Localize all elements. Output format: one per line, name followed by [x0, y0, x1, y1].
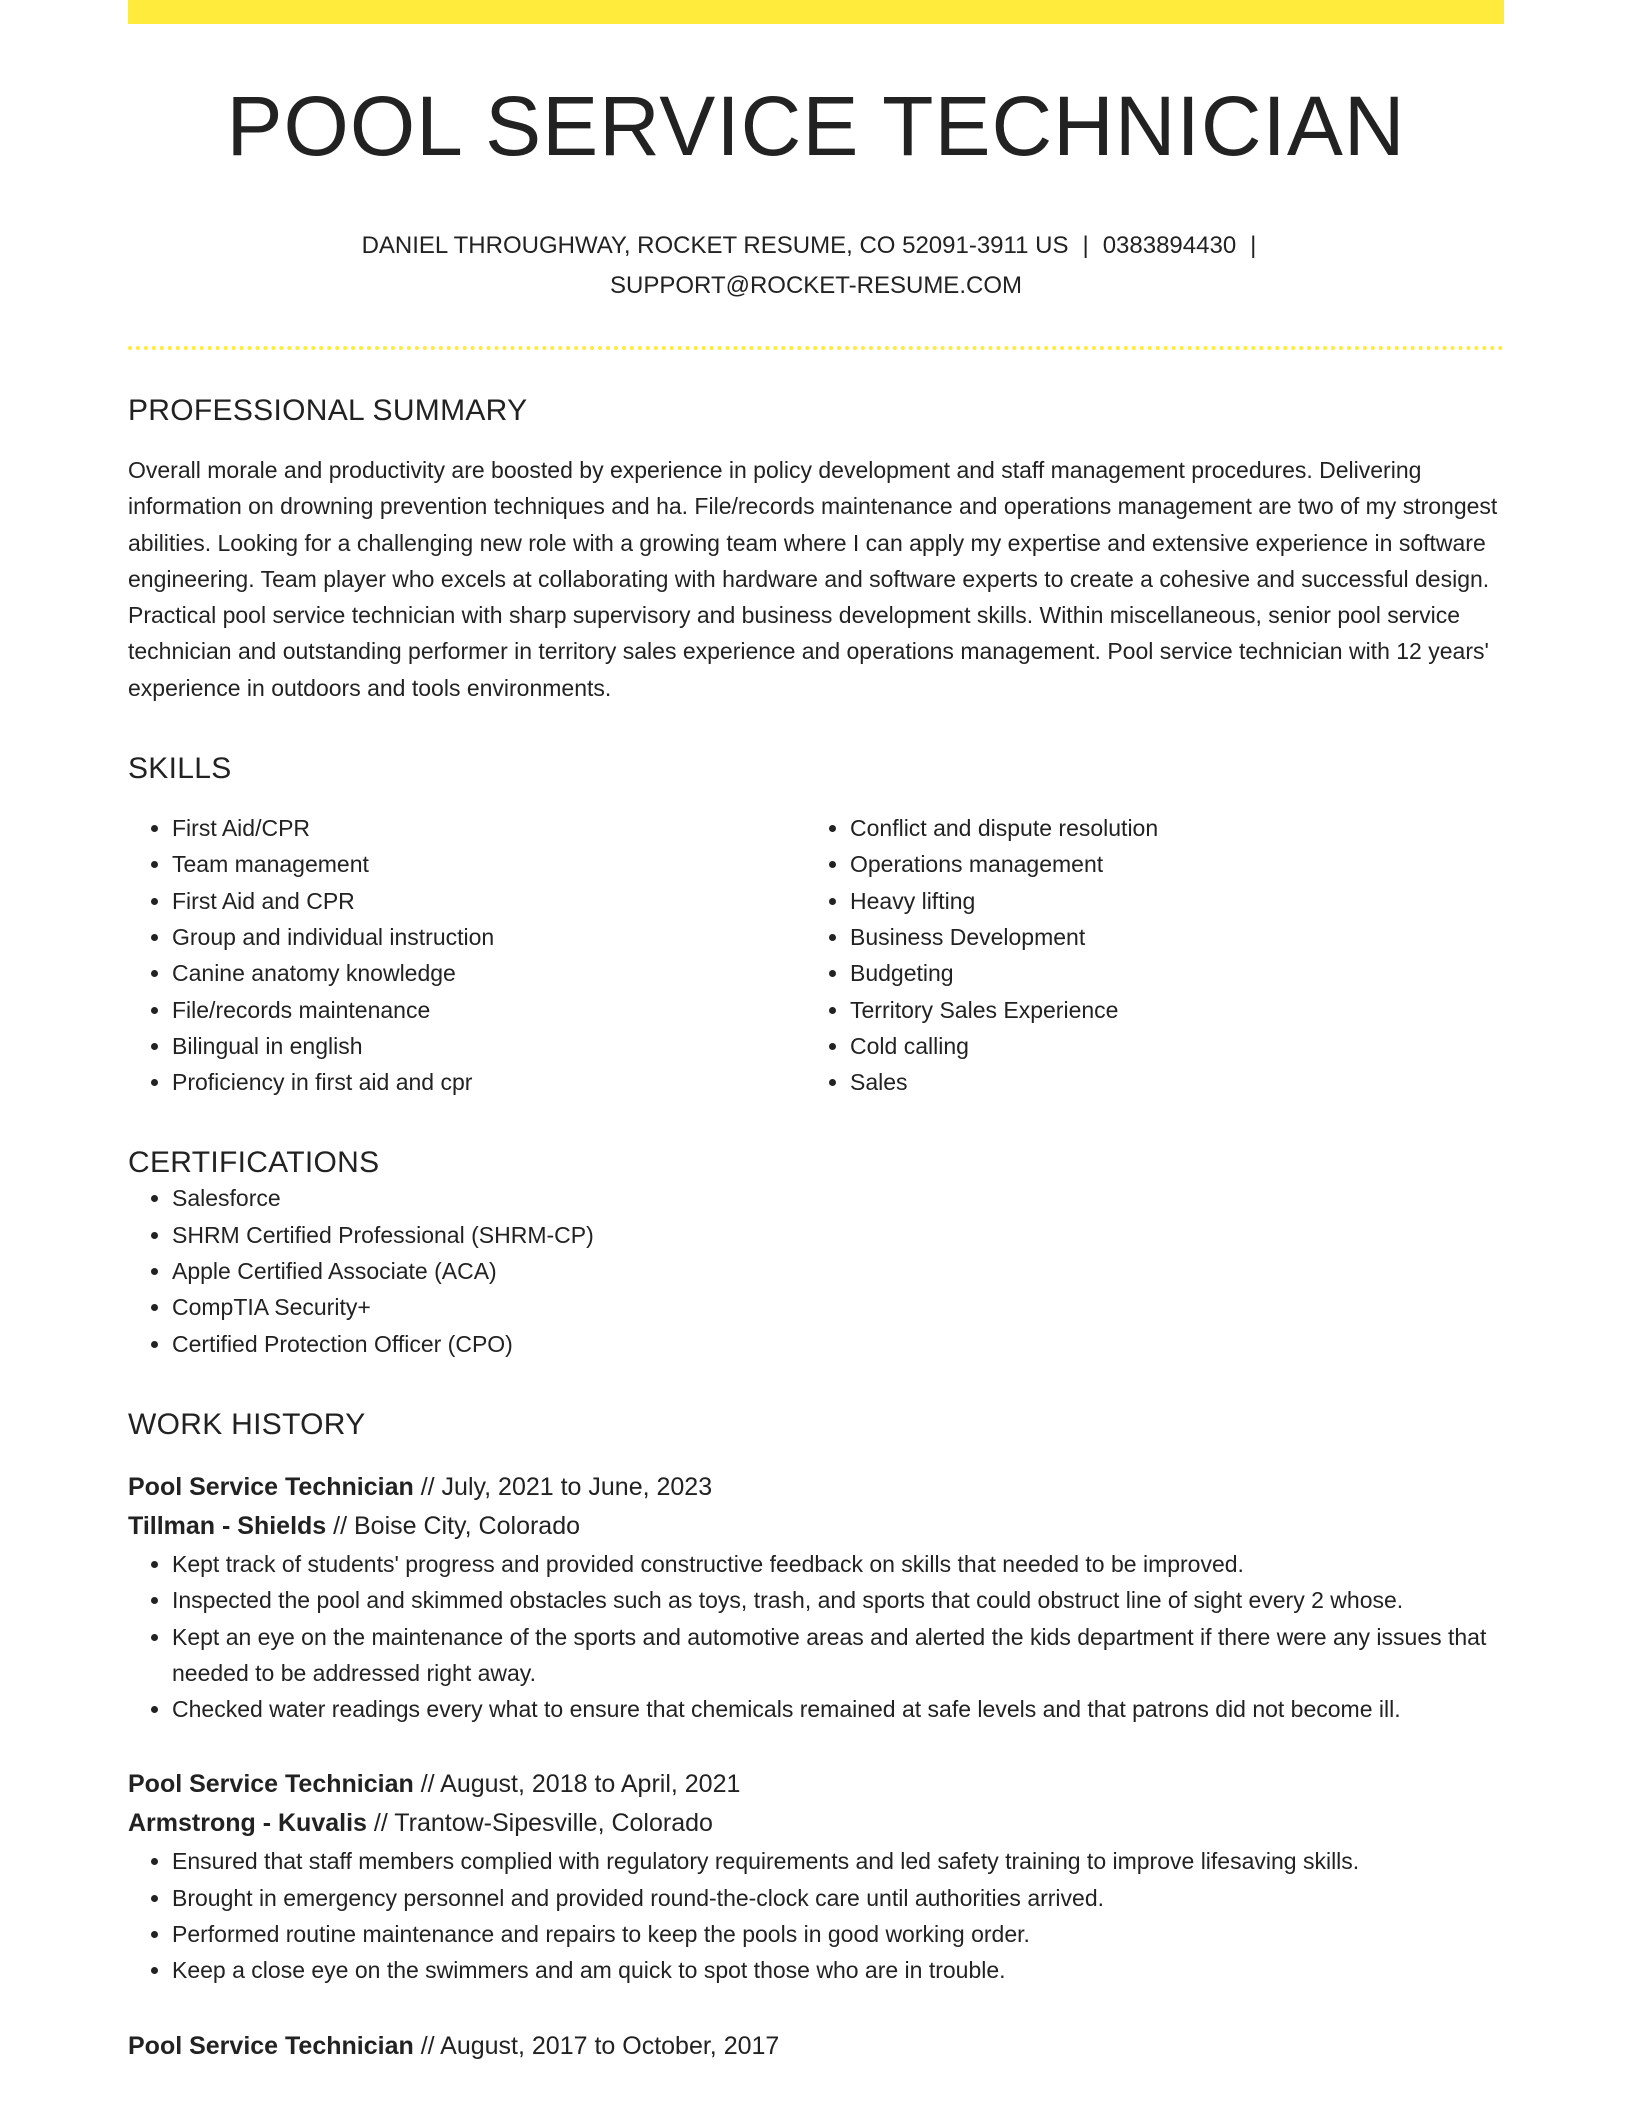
job-company-line — [128, 1804, 1504, 1843]
job-bullet: • Ensured that staff members complied with regulatory requirements and led safety training to improve lifesaving skills. — [172, 1843, 1504, 1879]
skill-item: • Conflict and dispute resolution — [850, 810, 1484, 846]
skill-item: • Heavy lifting — [850, 883, 1484, 919]
skill-item: • Group and individual instruction — [172, 919, 806, 955]
job-bullets — [128, 1546, 1504, 1727]
job-bullet: • Keep a close eye on the swimmers and am quick to spot those who are in trouble. — [172, 1952, 1504, 1988]
dotted-divider — [128, 346, 1504, 350]
skills-list-right — [806, 810, 1484, 1100]
skills-column-right — [806, 810, 1484, 1100]
skill-item: • Bilingual in english — [172, 1028, 806, 1064]
job-title: Pool Service Technician — [128, 1770, 414, 1799]
job-title-line — [128, 1765, 1504, 1804]
resume-page — [128, 0, 1504, 2066]
contact-address: DANIEL THROUGHWAY, ROCKET RESUME, CO 52091-3911 US — [361, 232, 1069, 259]
skill-item: • Operations management — [850, 846, 1484, 882]
job-dates: // July, 2021 to June, 2023 — [413, 1472, 713, 1501]
skill-item: • Budgeting — [850, 955, 1484, 991]
contact-line-1 — [128, 226, 1504, 266]
certification-item: • SHRM Certified Professional (SHRM-CP) — [172, 1217, 1504, 1253]
job-entry — [128, 1765, 1504, 1988]
skill-item: • Team management — [172, 846, 806, 882]
certification-item: • Salesforce — [172, 1180, 1504, 1216]
job-company-line — [128, 1507, 1504, 1546]
job-title: Pool Service Technician — [128, 2031, 414, 2060]
contact-email: SUPPORT@ROCKET-RESUME.COM — [610, 272, 1022, 299]
contact-phone: 0383894430 — [1102, 232, 1237, 259]
job-bullet: • Performed routine maintenance and repairs to keep the pools in good working order. — [172, 1916, 1504, 1952]
job-bullet: • Kept track of students' progress and provided constructive feedback on skills that needed to be improved. — [172, 1546, 1504, 1582]
skill-item: • First Aid and CPR — [172, 883, 806, 919]
skill-item: • Proficiency in first aid and cpr — [172, 1064, 806, 1100]
job-location: // Boise City, Colorado — [326, 1511, 581, 1540]
skill-item: • First Aid/CPR — [172, 810, 806, 846]
skill-item: • Business Development — [850, 919, 1484, 955]
resume-title: POOL SERVICE TECHNICIAN — [226, 79, 1406, 173]
job-company: Tillman - Shields — [128, 1511, 327, 1540]
job-dates: // August, 2017 to October, 2017 — [413, 2031, 780, 2060]
contact-info — [128, 226, 1504, 306]
certification-item: • Apple Certified Associate (ACA) — [172, 1253, 1504, 1289]
job-bullet: • Brought in emergency personnel and provided round-the-clock care until authorities arrived. — [172, 1880, 1504, 1916]
skill-item: • File/records maintenance — [172, 992, 806, 1028]
skill-item: • Canine anatomy knowledge — [172, 955, 806, 991]
job-entry — [128, 2027, 1504, 2066]
certifications-list — [128, 1180, 1504, 1361]
job-bullet: • Kept an eye on the maintenance of the sports and automotive areas and alerted the kids department if there were any issues that needed to be addressed right away. — [172, 1619, 1504, 1692]
job-title-line — [128, 2027, 1504, 2066]
skills-grid — [128, 810, 1504, 1100]
skill-item: • Sales — [850, 1064, 1484, 1100]
job-title-line — [128, 1468, 1504, 1507]
certifications-heading: CERTIFICATIONS — [128, 1146, 380, 1180]
job-bullets — [128, 1843, 1504, 1988]
certification-item: • CompTIA Security+ — [172, 1289, 1504, 1325]
summary-heading: PROFESSIONAL SUMMARY — [128, 394, 528, 427]
skill-item: • Cold calling — [850, 1028, 1484, 1064]
work-history-heading: WORK HISTORY — [128, 1407, 366, 1441]
contact-line-2 — [128, 266, 1504, 306]
job-location: // Trantow-Sipesville, Colorado — [366, 1809, 713, 1838]
job-entry — [128, 1468, 1504, 1727]
skill-item: • Territory Sales Experience — [850, 992, 1484, 1028]
contact-separator: | — [1250, 232, 1257, 259]
job-title: Pool Service Technician — [128, 1472, 414, 1501]
summary-text: Overall morale and productivity are boosted by experience in policy development and staff management procedures. Delivering information on drowning prevention techniques and ha. File/records maintenance and operations management are two of my strongest abilities. Looking for a challenging new role with a growing team where I can apply my expertise and extensive experience in software engineering. Team player who excels at collaborating with hardware and software experts to create a cohesive and successful design. Practical pool service technician with sharp supervisory and business development skills. Within miscellaneous, senior pool service technician and outstanding performer in territory sales experience and operations management. Pool service technician with 12 years' experience in outdoors and tools environments. — [128, 457, 1498, 701]
skills-list-left — [128, 810, 806, 1100]
job-bullet: • Checked water readings every what to ensure that chemicals remained at safe levels and that patrons did not become ill. — [172, 1691, 1504, 1727]
job-bullet: • Inspected the pool and skimmed obstacles such as toys, trash, and sports that could obstruct line of sight every 2 whose. — [172, 1582, 1504, 1618]
accent-top-bar — [128, 0, 1504, 24]
skills-column-left — [128, 810, 806, 1100]
skills-heading: SKILLS — [128, 752, 232, 786]
job-dates: // August, 2018 to April, 2021 — [413, 1770, 741, 1799]
certification-item: • Certified Protection Officer (CPO) — [172, 1326, 1504, 1362]
contact-separator: | — [1082, 232, 1089, 259]
job-company: Armstrong - Kuvalis — [128, 1809, 367, 1838]
